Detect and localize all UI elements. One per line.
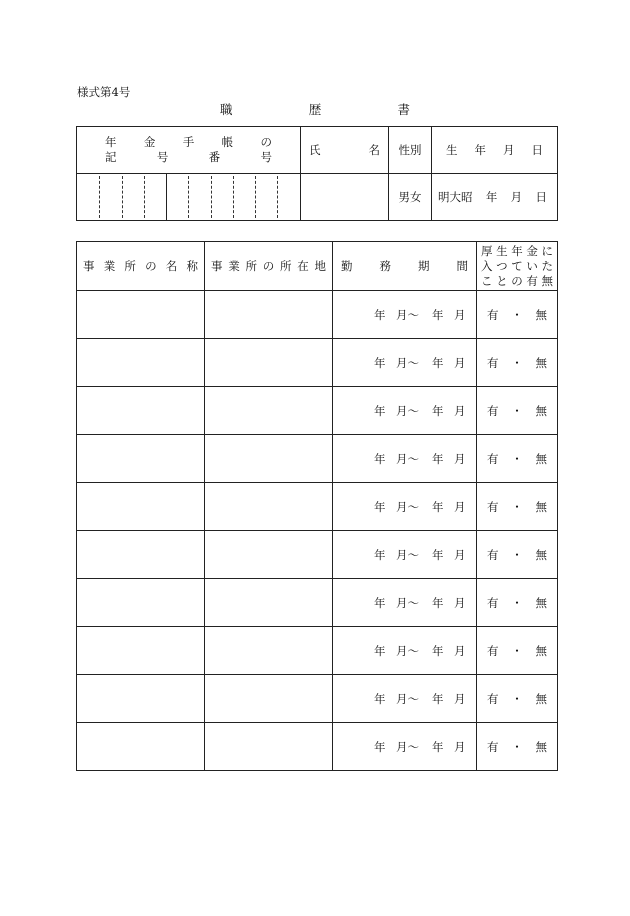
office-name-field[interactable] <box>77 675 205 723</box>
dob-label-char: 日 <box>531 143 543 157</box>
start-month: 月〜 <box>396 499 419 514</box>
start-year: 年 <box>374 307 386 322</box>
separator-dot: ・ <box>511 355 523 370</box>
dob-year: 年 <box>485 190 498 204</box>
end-month: 月 <box>454 307 466 322</box>
yes-option[interactable]: 有 <box>487 643 499 658</box>
yes-option[interactable]: 有 <box>487 355 499 370</box>
end-month: 月 <box>454 691 466 706</box>
header-char: 在 <box>297 259 309 273</box>
table-row <box>77 435 558 483</box>
table-row <box>77 579 558 627</box>
office-name-field[interactable] <box>77 579 205 627</box>
enrollment-choice[interactable] <box>477 675 558 723</box>
pension-label-char: 手 <box>182 135 195 149</box>
office-name-field[interactable] <box>77 531 205 579</box>
office-address-field[interactable] <box>205 675 333 723</box>
header-char: 所 <box>245 259 257 273</box>
office-name-field[interactable] <box>77 723 205 771</box>
digit-divider <box>188 176 189 218</box>
header-char: 無 <box>541 273 553 288</box>
office-name-field[interactable] <box>77 387 205 435</box>
end-month: 月 <box>454 355 466 370</box>
digit-divider <box>255 176 256 218</box>
pension-label-char: 号 <box>260 150 272 164</box>
dob-field[interactable] <box>432 174 558 221</box>
start-month: 月〜 <box>396 403 419 418</box>
separator-dot: ・ <box>511 451 523 466</box>
title-char: 歴 <box>308 102 322 117</box>
employment-history-table <box>76 241 558 771</box>
office-address-header <box>205 242 333 291</box>
dob-month: 月 <box>510 190 523 204</box>
yes-option[interactable]: 有 <box>487 739 499 754</box>
period-field[interactable] <box>333 387 477 435</box>
no-option[interactable]: 無 <box>535 355 547 370</box>
personal-info-table <box>76 126 558 221</box>
header-char: た <box>541 258 553 273</box>
header-char: 業 <box>228 259 240 273</box>
separator-dot: ・ <box>511 595 523 610</box>
digit-divider <box>211 176 212 218</box>
start-year: 年 <box>374 499 386 514</box>
header-char: 金 <box>526 243 538 258</box>
header-char: こ <box>481 273 493 288</box>
enrollment-choice[interactable] <box>477 339 558 387</box>
header-char: の <box>145 259 157 273</box>
title-char: 書 <box>397 102 410 117</box>
start-year: 年 <box>374 451 386 466</box>
header-char: と <box>496 273 508 288</box>
dob-label-char: 月 <box>503 143 515 157</box>
end-year: 年 <box>432 595 444 610</box>
start-year: 年 <box>374 643 386 658</box>
start-month: 月〜 <box>396 643 419 658</box>
no-option[interactable]: 無 <box>535 595 547 610</box>
end-year: 年 <box>432 451 444 466</box>
pension-number-label <box>77 127 301 174</box>
header-char: 勤 <box>341 259 353 273</box>
table-row <box>77 675 558 723</box>
table-row <box>77 483 558 531</box>
enrollment-choice[interactable] <box>477 291 558 339</box>
no-option[interactable]: 無 <box>535 403 547 418</box>
header-char: 業 <box>103 259 116 273</box>
header-char: 事 <box>211 259 223 273</box>
end-year: 年 <box>432 547 444 562</box>
header-char: 期 <box>418 259 430 273</box>
digit-divider <box>99 176 100 218</box>
dob-label-char: 生 <box>446 143 458 157</box>
separator-dot: ・ <box>511 307 523 322</box>
yes-option[interactable]: 有 <box>487 451 499 466</box>
period-field[interactable] <box>333 483 477 531</box>
name-label-char: 氏 <box>309 143 321 157</box>
page-title <box>220 100 410 118</box>
period-field[interactable] <box>333 339 477 387</box>
table-row <box>77 723 558 771</box>
start-month: 月〜 <box>396 739 419 754</box>
end-month: 月 <box>454 499 466 514</box>
start-year: 年 <box>374 403 386 418</box>
enrollment-choice[interactable] <box>477 483 558 531</box>
no-option[interactable]: 無 <box>535 451 547 466</box>
enrollment-choice[interactable] <box>477 579 558 627</box>
start-month: 月〜 <box>396 547 419 562</box>
name-label <box>301 127 389 174</box>
office-address-field[interactable] <box>205 723 333 771</box>
yes-option[interactable]: 有 <box>487 547 499 562</box>
office-name-field[interactable] <box>77 483 205 531</box>
start-month: 月〜 <box>396 691 419 706</box>
end-year: 年 <box>432 355 444 370</box>
office-name-header <box>77 242 205 291</box>
period-field[interactable] <box>333 675 477 723</box>
period-header <box>333 242 477 291</box>
no-option[interactable]: 無 <box>535 499 547 514</box>
dob-label-char: 年 <box>474 143 486 157</box>
sex-choice[interactable]: 男女 <box>389 174 432 221</box>
table-row <box>77 339 558 387</box>
header-char: 所 <box>124 259 136 273</box>
office-address-field[interactable] <box>205 627 333 675</box>
pension-label-char: 年 <box>105 135 117 149</box>
end-year: 年 <box>432 691 444 706</box>
yes-option[interactable]: 有 <box>487 595 499 610</box>
header-char: の <box>511 273 523 288</box>
pension-label-char: 金 <box>143 135 156 149</box>
office-name-field[interactable] <box>77 291 205 339</box>
start-year: 年 <box>374 355 386 370</box>
sex-label: 性別 <box>389 127 432 174</box>
yes-option[interactable]: 有 <box>487 691 499 706</box>
period-field[interactable] <box>333 627 477 675</box>
enrollment-choice[interactable] <box>477 387 558 435</box>
header-char: 事 <box>83 259 95 273</box>
end-month: 月 <box>454 451 466 466</box>
name-field[interactable] <box>301 174 389 221</box>
end-month: 月 <box>454 403 466 418</box>
office-name-field[interactable] <box>77 435 205 483</box>
yes-option[interactable]: 有 <box>487 307 499 322</box>
start-month: 月〜 <box>396 595 419 610</box>
no-option[interactable]: 無 <box>535 739 547 754</box>
header-char: 名 <box>165 259 178 273</box>
header-char: 地 <box>314 259 326 273</box>
yes-option[interactable]: 有 <box>487 403 499 418</box>
end-month: 月 <box>454 643 466 658</box>
header-char: に <box>541 243 553 258</box>
office-address-field[interactable] <box>205 531 333 579</box>
office-address-field[interactable] <box>205 435 333 483</box>
digit-divider <box>233 176 234 218</box>
form-number: 様式第4号 <box>77 85 131 99</box>
separator-dot: ・ <box>511 403 523 418</box>
header-char: て <box>511 258 523 273</box>
period-field[interactable] <box>333 579 477 627</box>
no-option[interactable]: 無 <box>535 691 547 706</box>
pension-enrollment-header <box>477 242 558 291</box>
digit-divider <box>277 176 278 218</box>
digit-divider <box>144 176 145 218</box>
name-label-char: 名 <box>368 143 380 157</box>
title-char: 職 <box>220 102 233 117</box>
pension-label-char: 帳 <box>221 135 234 149</box>
start-year: 年 <box>374 595 386 610</box>
start-month: 月〜 <box>396 355 419 370</box>
separator-dot: ・ <box>511 739 523 754</box>
end-year: 年 <box>432 643 444 658</box>
period-field[interactable] <box>333 291 477 339</box>
separator-dot: ・ <box>511 499 523 514</box>
yes-option[interactable]: 有 <box>487 499 499 514</box>
header-char: つ <box>496 258 508 273</box>
enrollment-choice[interactable] <box>477 435 558 483</box>
pension-label-char: の <box>260 135 272 149</box>
digit-divider <box>122 176 123 218</box>
pension-number-field[interactable] <box>77 174 301 221</box>
end-month: 月 <box>454 547 466 562</box>
header-char: 称 <box>186 259 198 273</box>
pension-label-char: 号 <box>156 150 169 164</box>
period-field[interactable] <box>333 723 477 771</box>
no-option[interactable]: 無 <box>535 643 547 658</box>
enrollment-choice[interactable] <box>477 723 558 771</box>
header-char: の <box>262 259 275 273</box>
end-year: 年 <box>432 307 444 322</box>
separator-dot: ・ <box>511 547 523 562</box>
start-year: 年 <box>374 739 386 754</box>
header-char: 入 <box>481 258 493 273</box>
table-row <box>77 531 558 579</box>
header-char: 年 <box>511 243 523 258</box>
office-name-field[interactable] <box>77 339 205 387</box>
end-month: 月 <box>454 595 466 610</box>
office-address-field[interactable] <box>205 387 333 435</box>
pension-label-char: 記 <box>105 150 117 164</box>
start-year: 年 <box>374 547 386 562</box>
dob-label <box>432 127 558 174</box>
header-char: 有 <box>526 273 538 288</box>
office-address-field[interactable] <box>205 483 333 531</box>
office-address-field[interactable] <box>205 579 333 627</box>
no-option[interactable]: 無 <box>535 307 547 322</box>
office-address-field[interactable] <box>205 291 333 339</box>
table-row <box>77 387 558 435</box>
period-field[interactable] <box>333 435 477 483</box>
office-name-field[interactable] <box>77 627 205 675</box>
enrollment-choice[interactable] <box>477 627 558 675</box>
end-year: 年 <box>432 403 444 418</box>
header-char: 務 <box>379 259 391 273</box>
group-divider <box>166 174 167 220</box>
office-address-field[interactable] <box>205 339 333 387</box>
start-month: 月〜 <box>396 451 419 466</box>
header-char: 生 <box>496 243 508 258</box>
no-option[interactable]: 無 <box>535 547 547 562</box>
pension-label-char: 番 <box>208 150 221 164</box>
header-char: 所 <box>280 259 292 273</box>
end-year: 年 <box>432 739 444 754</box>
period-field[interactable] <box>333 531 477 579</box>
separator-dot: ・ <box>511 643 523 658</box>
enrollment-choice[interactable] <box>477 531 558 579</box>
table-row <box>77 627 558 675</box>
header-char: い <box>526 258 538 273</box>
era-choice: 明大昭 <box>438 190 473 204</box>
dob-day: 日 <box>535 190 547 204</box>
end-year: 年 <box>432 499 444 514</box>
header-char: 厚 <box>481 243 493 258</box>
table-row <box>77 291 558 339</box>
start-year: 年 <box>374 691 386 706</box>
separator-dot: ・ <box>511 691 523 706</box>
start-month: 月〜 <box>396 307 419 322</box>
end-month: 月 <box>454 739 466 754</box>
header-char: 間 <box>456 259 468 273</box>
